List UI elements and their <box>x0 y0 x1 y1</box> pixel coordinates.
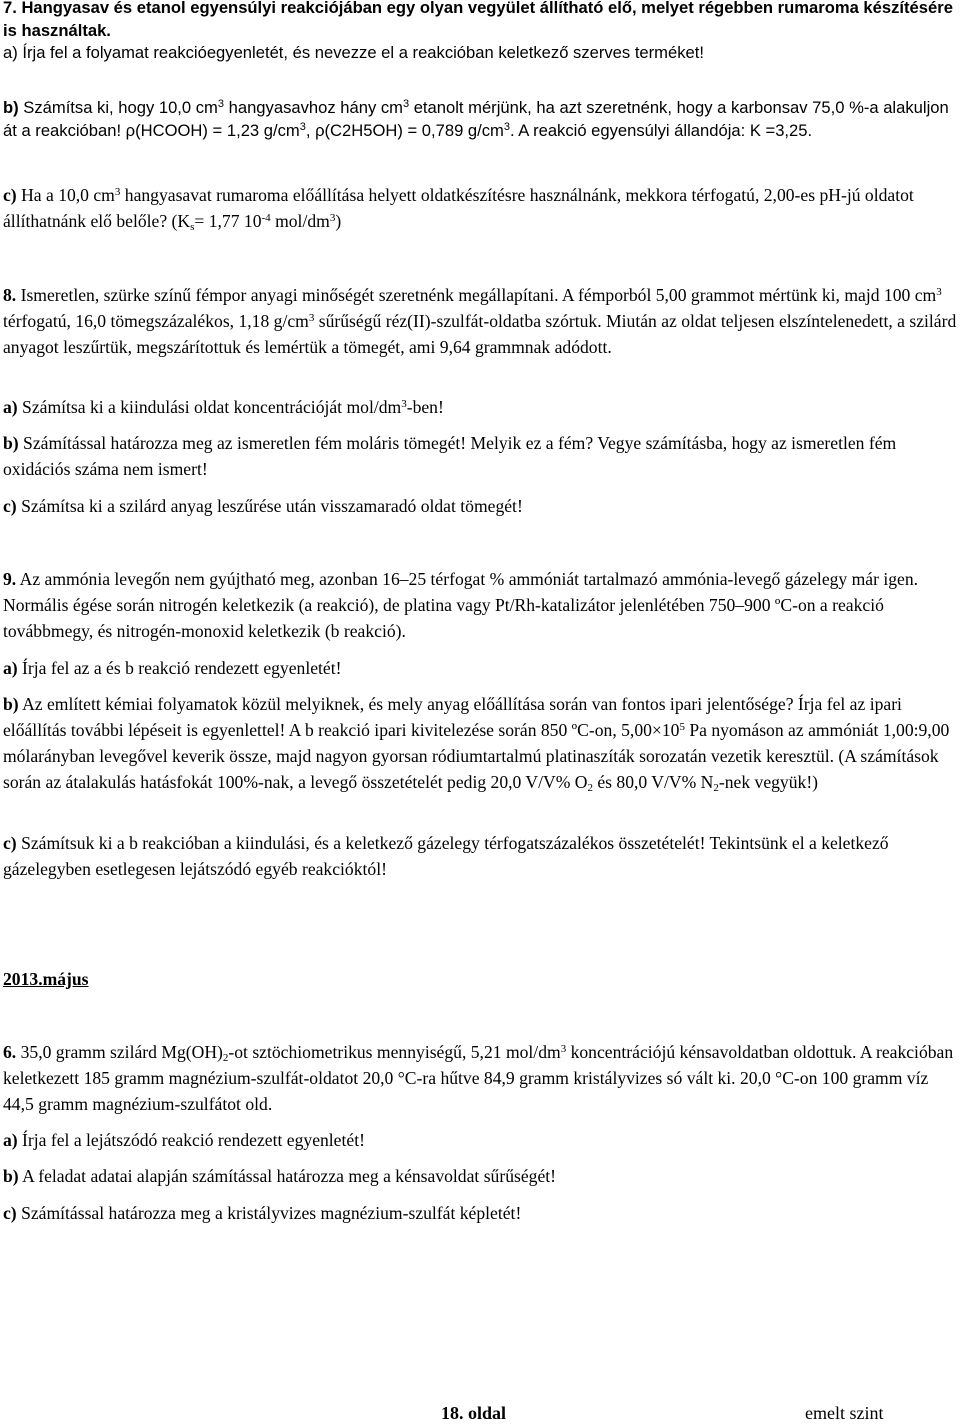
section-date: 2013.május <box>3 969 89 989</box>
q6-part-c: c) Számítással határozza meg a kristályvizes magnézium-szulfát képletét! <box>3 1203 522 1223</box>
q9-part-b: b) Az említett kémiai folyamatok közül melyiknek, és mely anyag előállítása során van fontos ipari jelentősége? Írja fel az ipari előállítás további lépéseit is egyenlettel! A b reakció ipari kivitelezése során 850 ºC-on, $5,00\times 10^5$ Pa nyomáson az ammóniát 1,00:9,00 mólarányban levegővel keverik össze, majd nagyon gyorsan ródiumtartalmú platinaszíták sorozatán vezetik keresztül. (A számítások során az átalakulás hatásfokát 100%-nak, a levegő összetételét pedig 20,0 V/V% $O_2$ és 80,0 V/V% $N_2$-nek vegyük!) <box>3 694 950 794</box>
q9-part-c: c) Számítsuk ki a b reakcióban a kiindulási, és a keletkező gázelegy térfogatszázalékos összetételét! Tekintsünk el a keletkező gázelegyben esetlegesen lejátszódó egyéb reakcióktól! <box>3 833 889 879</box>
q7-part-a: a) Írja fel a folyamat reakcióegyenletét, és nevezze el a reakcióban keletkező szerves terméket! <box>3 43 704 62</box>
q7-part-b: b) Számítsa ki, hogy 10,0 $cm^3$ hangyasavhoz hány $cm^3$ etanolt mérjünk, ha azt szeretnénk, hogy a karbonsav 75,0 %-a alakuljon át a reakcióban! ρ(HCOOH) = 1,23 $g/cm^3$, ρ(C2H5OH) = 0,789 $g/cm^3$. A reakció egyensúlyi állandója: K =3,25. <box>3 98 949 140</box>
q7-part-c: c) Ha a 10,0 $cm^3$ hangyasavat rumaroma előállítása helyett oldatkészítésre használnánk, mekkora térfogatú, 2,00-es pH-jú oldatot állíthatnánk elő belőle? ($K_s= 1,77$ $10^{-4}$ mol/$dm^3$) <box>3 185 914 233</box>
q8-part-c: c) Számítsa ki a szilárd anyag leszűrése után visszamaradó oldat tömegét! <box>3 496 523 516</box>
q8-part-a: a) Számítsa ki a kiindulási oldat koncentrációját mol/$dm^3$-ben! <box>3 397 444 417</box>
q6-part-a: a) Írja fel a lejátszódó reakció rendezett egyenletét! <box>3 1130 365 1150</box>
q7-heading: 7. Hangyasav és etanol egyensúlyi reakciójában egy olyan vegyület állítható elő, melyet régebben rumaroma készítésére is használtak. <box>3 0 953 40</box>
q6-part-b: b) A feladat adatai alapján számítással határozza meg a kénsavoldat sűrűségét! <box>3 1166 557 1186</box>
q9-part-a: a) Írja fel az a és b reakció rendezett egyenletét! <box>3 658 342 678</box>
q9-intro: 9. Az ammónia levegőn nem gyújtható meg, azonban 16–25 térfogat % ammóniát tartalmazó ammónia-levegő gázelegy már igen. Normális égése során nitrogén keletkezik (a reakció), de platina vagy Pt/Rh-katalizátor jelenlétében 750–900 ºC-on a reakció továbbmegy, és nitrogén-monoxid keletkezik (b reakció). <box>3 569 919 641</box>
q8-intro: 8. Ismeretlen, szürke színű fémpor anyagi minőségét szeretnénk megállapítani. A fémporból 5,00 grammot mértünk ki, majd 100 $cm^3$ térfogatú, 16,0 tömegszázalékos, 1,18 $g/cm^3$ sűrűségű réz(II)-szulfát-oldatba szórtuk. Miután az oldat teljesen elszíntelenedett, a szilárd anyagot leszűrtük, megszárítottuk és lemértük a tömegét, ami 9,64 grammnak adódott. <box>3 285 957 357</box>
q6-intro: 6. 35,0 gramm szilárd $Mg(OH)_2-ot$ sztöchiometrikus mennyiségű, 5,21 mol/$dm^3$ koncentrációjú kénsavoldatban oldottuk. A reakcióban keletkezett 185 gramm magnézium-szulfát-oldatot 20,0 °C-ra hűtve 84,9 gramm kristályvizes só vált ki. 20,0 °C-on 100 gramm víz 44,5 gramm magnézium-szulfátot old. <box>3 1042 954 1114</box>
q8-part-b: b) Számítással határozza meg az ismeretlen fém moláris tömegét! Melyik ez a fém? Vegye számításba, hogy az ismeretlen fém oxidációs száma nem ismert! <box>3 433 897 479</box>
exam-level: emelt szint <box>805 1403 884 1423</box>
page-number: 18. oldal <box>441 1403 507 1423</box>
